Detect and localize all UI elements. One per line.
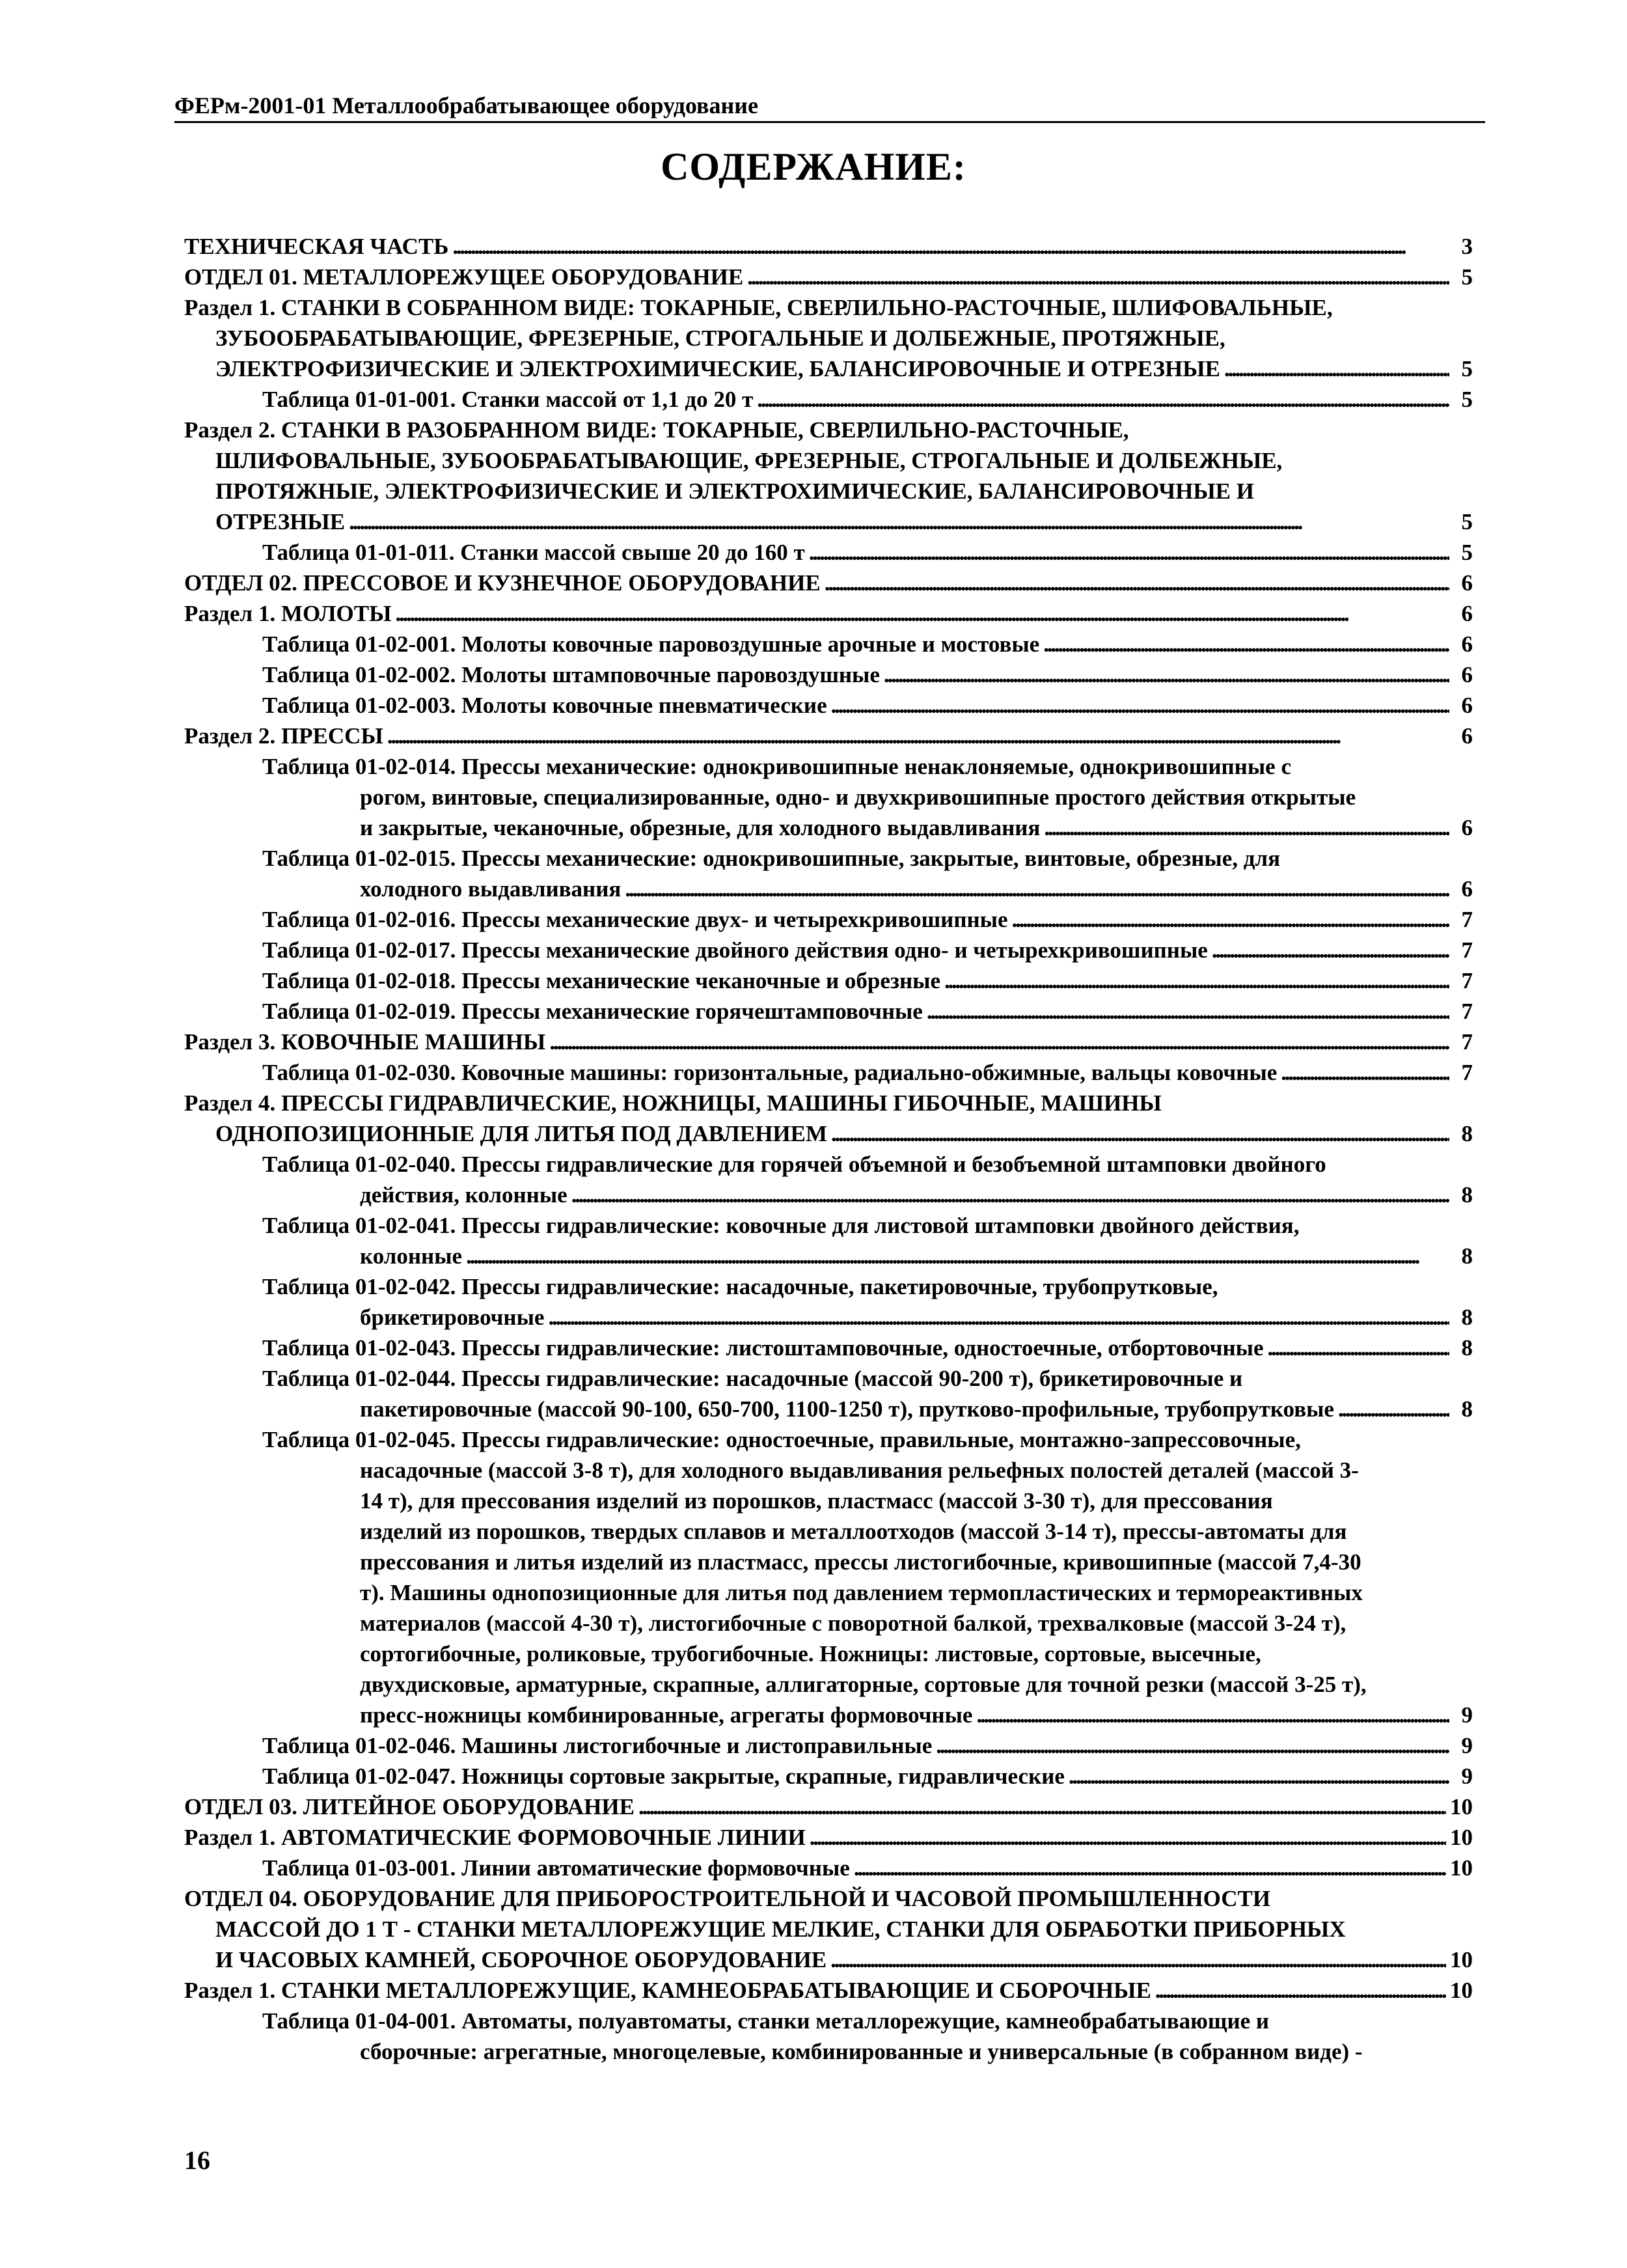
dot-leader <box>571 1180 1449 1210</box>
toc-entry-text: ОТДЕЛ 03. ЛИТЕЙНОЕ ОБОРУДОВАНИЕ <box>184 1794 635 1819</box>
toc-section-entry[interactable] <box>184 598 1473 629</box>
toc-entry-text: брикетировочные <box>360 1305 545 1330</box>
dot-leader <box>1268 1333 1449 1363</box>
toc-page-number: 5 <box>1461 356 1473 381</box>
toc-entry-text: Раздел 1. МОЛОТЫ <box>184 601 392 626</box>
toc-page-number: 7 <box>1461 1029 1473 1055</box>
dot-leader <box>549 1027 1449 1057</box>
dot-leader <box>1224 353 1449 384</box>
toc-table-entry[interactable] <box>184 384 1473 415</box>
toc-entry-text: колонные <box>360 1243 463 1269</box>
toc-page-number: 8 <box>1461 1396 1473 1422</box>
toc-entry-text: холодного выдавливания <box>360 876 622 902</box>
toc-section-entry[interactable] <box>184 231 1473 262</box>
toc-page-number: 7 <box>1461 937 1473 963</box>
toc-page-number: 6 <box>1461 631 1473 657</box>
toc-page-number: 10 <box>1450 1978 1473 2003</box>
dot-leader <box>625 874 1449 904</box>
dot-leader <box>830 1944 1446 1975</box>
toc-entry-text: Раздел 1. СТАНКИ В СОБРАННОМ ВИДЕ: ТОКАРНЫЕ, СВЕРЛИЛЬНО-РАСТОЧНЫЕ, ШЛИФОВАЛЬНЫЕ, <box>184 295 1333 320</box>
toc-page-number: 6 <box>1461 601 1473 626</box>
toc-page-number: 10 <box>1450 1855 1473 1881</box>
toc-entry-text: Таблица 01-02-045. Прессы гидравлические: одностоечные, правильные, монтажно-запрессовочные, <box>262 1427 1301 1452</box>
toc-page-number: 6 <box>1461 815 1473 840</box>
toc-table-entry[interactable] <box>184 629 1473 659</box>
toc-entry-text: и закрытые, чеканочные, обрезные, для холодного выдавливания <box>360 815 1041 840</box>
toc-entry-text: Таблица 01-02-019. Прессы механические горячештамповочные <box>262 999 923 1024</box>
toc-entry-text: Таблица 01-03-001. Линии автоматические формовочные <box>262 1855 850 1881</box>
toc-table-entry[interactable] <box>184 1271 1473 1333</box>
page-number: 16 <box>184 2146 210 2175</box>
toc-table-entry[interactable] <box>184 1424 1473 1730</box>
toc-entry-text: Таблица 01-02-043. Прессы гидравлические: листоштамповочные, одностоечные, отбортовочные <box>262 1335 1264 1361</box>
toc-page-number: 8 <box>1461 1335 1473 1361</box>
toc-entry-text: двухдисковые, арматурные, скрапные, аллигаторные, сортовые для точной резки (массой 3-25 т), <box>360 1672 1367 1697</box>
toc-entry-text: Таблица 01-04-001. Автоматы, полуавтоматы, станки металлорежущие, камнеобрабатывающие и <box>262 2008 1270 2034</box>
dot-leader <box>831 1118 1449 1149</box>
toc-entry-text: Таблица 01-02-046. Машины листогибочные и листоправильные <box>262 1733 933 1758</box>
toc-entry-text: материалов (массой 4-30 т), листогибочные с поворотной балкой, трехвалковые (массой 3-24 т), <box>360 1611 1347 1636</box>
toc-entry-text: ОТДЕЛ 02. ПРЕССОВОЕ И КУЗНЕЧНОЕ ОБОРУДОВАНИЕ <box>184 570 821 596</box>
toc-entry-text: ШЛИФОВАЛЬНЫЕ, ЗУБООБРАБАТЫВАЮЩИЕ, ФРЕЗЕРНЫЕ, СТРОГАЛЬНЫЕ И ДОЛБЕЖНЫЕ, <box>215 448 1283 473</box>
dot-leader <box>1043 629 1449 659</box>
toc-page-number: 7 <box>1461 999 1473 1024</box>
toc-entry-text: Таблица 01-02-047. Ножницы сортовые закрытые, скрапные, гидравлические <box>262 1763 1065 1789</box>
toc-page-number: 5 <box>1461 264 1473 290</box>
toc-entry-text: ОТДЕЛ 04. ОБОРУДОВАНИЕ ДЛЯ ПРИБОРОСТРОИТЕЛЬНОЙ И ЧАСОВОЙ ПРОМЫШЛЕННОСТИ <box>184 1886 1271 1911</box>
toc-table-entry[interactable] <box>184 659 1473 690</box>
dot-leader <box>548 1302 1449 1333</box>
dot-leader <box>1155 1975 1446 2006</box>
dot-leader <box>831 690 1449 721</box>
toc-table-entry[interactable] <box>184 2006 1473 2067</box>
toc-entry-text: Таблица 01-02-017. Прессы механические двойного действия одно- и четырехкривошипные <box>262 937 1208 963</box>
toc-entry-text: пакетировочные (массой 90-100, 650-700, 1100-1250 т), прутково-профильные, трубопрутковые <box>360 1396 1334 1422</box>
toc-entry-text: Раздел 1. СТАНКИ МЕТАЛЛОРЕЖУЩИЕ, КАМНЕОБРАБАТЫВАЮЩИЕ И СБОРОЧНЫЕ <box>184 1978 1151 2003</box>
toc-table-entry[interactable] <box>184 843 1473 904</box>
dot-leader <box>1281 1057 1449 1088</box>
toc-table-entry[interactable] <box>184 1853 1473 1883</box>
dot-leader <box>349 506 1449 537</box>
toc-page-number: 8 <box>1461 1121 1473 1146</box>
toc-page-number: 8 <box>1461 1305 1473 1330</box>
toc-table-entry[interactable] <box>184 690 1473 721</box>
toc-section-entry[interactable] <box>184 415 1473 537</box>
dot-leader <box>1044 812 1449 843</box>
dot-leader <box>976 1700 1449 1730</box>
dot-leader <box>638 1791 1446 1822</box>
dot-leader <box>1012 904 1449 935</box>
toc-page-number: 5 <box>1461 509 1473 534</box>
toc-entry-text: Таблица 01-02-002. Молоты штамповочные паровоздушные <box>262 662 880 687</box>
toc-section-entry[interactable] <box>184 1883 1473 1975</box>
toc-entry-text: Раздел 4. ПРЕССЫ ГИДРАВЛИЧЕСКИЕ, НОЖНИЦЫ, МАШИНЫ ГИБОЧНЫЕ, МАШИНЫ <box>184 1090 1162 1116</box>
toc-page-number: 6 <box>1461 876 1473 902</box>
dot-leader <box>1069 1761 1449 1791</box>
dot-leader <box>387 721 1449 751</box>
toc-entry-text: ОТРЕЗНЫЕ <box>215 509 346 534</box>
toc-entry-text: Таблица 01-02-014. Прессы механические: однокривошипные ненаклоняемые, однокривошипные с <box>262 754 1291 779</box>
toc-section-entry[interactable] <box>184 568 1473 598</box>
toc-table-entry[interactable] <box>184 1730 1473 1761</box>
toc-page-number: 10 <box>1450 1794 1473 1819</box>
toc-entry-text: ЭЛЕКТРОФИЗИЧЕСКИЕ И ЭЛЕКТРОХИМИЧЕСКИЕ, БАЛАНСИРОВОЧНЫЕ И ОТРЕЗНЫЕ <box>215 356 1220 381</box>
toc-page-number: 7 <box>1461 968 1473 993</box>
toc-entry-text: т). Машины однопозиционные для литья под давлением термопластических и термореактивных <box>360 1580 1363 1605</box>
toc-entry-text: сортогибочные, роликовые, трубогибочные. Ножницы: листовые, сортовые, высечные, <box>360 1641 1261 1666</box>
toc-entry-text: рогом, винтовые, специализированные, одно- и двухкривошипные простого действия открытые <box>360 784 1356 810</box>
toc-entry-text: Таблица 01-02-003. Молоты ковочные пневматические <box>262 693 827 718</box>
toc-entry-text: действия, колонные <box>360 1182 567 1208</box>
dot-leader <box>395 598 1449 629</box>
dot-leader <box>927 996 1449 1027</box>
toc-entry-text: Таблица 01-02-041. Прессы гидравлические: ковочные для листовой штамповки двойного действия, <box>262 1213 1300 1238</box>
table-of-contents <box>184 231 1473 2067</box>
toc-page-number: 7 <box>1461 1060 1473 1085</box>
toc-page-number: 5 <box>1461 387 1473 412</box>
toc-entry-text: МАССОЙ ДО 1 Т - СТАНКИ МЕТАЛЛОРЕЖУЩИЕ МЕЛКИЕ, СТАНКИ ДЛЯ ОБРАБОТКИ ПРИБОРНЫХ <box>215 1916 1346 1942</box>
dot-leader <box>757 384 1449 415</box>
toc-table-entry[interactable] <box>184 1761 1473 1791</box>
toc-page-number: 10 <box>1450 1947 1473 1972</box>
dot-leader <box>1338 1394 1449 1424</box>
dot-leader <box>452 231 1449 262</box>
dot-leader <box>854 1853 1446 1883</box>
toc-section-entry[interactable] <box>184 1791 1473 1822</box>
toc-page-number: 10 <box>1450 1825 1473 1850</box>
toc-table-entry[interactable] <box>184 751 1473 843</box>
toc-entry-text: Таблица 01-02-030. Ковочные машины: горизонтальные, радиально-обжимные, вальцы ковочные <box>262 1060 1278 1085</box>
toc-entry-text: Таблица 01-02-015. Прессы механические: однокривошипные, закрытые, винтовые, обрезные, для <box>262 846 1281 871</box>
toc-page-number: 9 <box>1461 1733 1473 1758</box>
toc-table-entry[interactable] <box>184 1333 1473 1363</box>
toc-page-number: 9 <box>1461 1763 1473 1789</box>
dot-leader <box>809 537 1449 568</box>
toc-section-entry[interactable] <box>184 1975 1473 2006</box>
dot-leader <box>747 262 1449 292</box>
dot-leader <box>810 1822 1446 1853</box>
toc-table-entry[interactable] <box>184 904 1473 935</box>
toc-page-number: 9 <box>1461 1702 1473 1728</box>
toc-entry-text: Таблица 01-02-040. Прессы гидравлические для горячей объемной и безобъемной штамповки двойного <box>262 1152 1326 1177</box>
toc-entry-text: И ЧАСОВЫХ КАМНЕЙ, СБОРОЧНОЕ ОБОРУДОВАНИЕ <box>215 1947 827 1972</box>
toc-section-entry[interactable] <box>184 1027 1473 1057</box>
toc-entry-text: прессования и литья изделий из пластмасс, прессы листогибочные, кривошипные (массой 7,4-30 <box>360 1549 1361 1575</box>
dot-leader <box>466 1241 1449 1271</box>
toc-entry-text: Таблица 01-02-016. Прессы механические двух- и четырехкривошипные <box>262 907 1008 932</box>
toc-table-entry[interactable] <box>184 935 1473 965</box>
toc-table-entry[interactable] <box>184 1363 1473 1424</box>
toc-entry-text: насадочные (массой 3-8 т), для холодного выдавливания рельефных полостей деталей (массой 3- <box>360 1458 1359 1483</box>
toc-page-number: 3 <box>1461 234 1473 259</box>
toc-entry-text: Таблица 01-02-018. Прессы механические чеканочные и обрезные <box>262 968 941 993</box>
toc-entry-text: пресс-ножницы комбинированные, агрегаты формовочные <box>360 1702 973 1728</box>
dot-leader <box>936 1730 1449 1761</box>
dot-leader <box>884 659 1449 690</box>
toc-section-entry[interactable] <box>184 1822 1473 1853</box>
toc-entry-text: ОТДЕЛ 01. МЕТАЛЛОРЕЖУЩЕЕ ОБОРУДОВАНИЕ <box>184 264 744 290</box>
toc-entry-text: Таблица 01-02-042. Прессы гидравлические: насадочные, пакетировочные, трубопрутковые, <box>262 1274 1218 1299</box>
toc-page-number: 7 <box>1461 907 1473 932</box>
toc-table-entry[interactable] <box>184 965 1473 996</box>
toc-section-entry[interactable] <box>184 262 1473 292</box>
toc-section-entry[interactable] <box>184 1088 1473 1149</box>
toc-section-entry[interactable] <box>184 721 1473 751</box>
toc-page-number: 6 <box>1461 570 1473 596</box>
toc-page-number: 6 <box>1461 693 1473 718</box>
toc-entry-text: ПРОТЯЖНЫЕ, ЭЛЕКТРОФИЗИЧЕСКИЕ И ЭЛЕКТРОХИМИЧЕСКИЕ, БАЛАНСИРОВОЧНЫЕ И <box>215 478 1255 504</box>
page-title: СОДЕРЖАНИЕ: <box>661 145 966 188</box>
toc-entry-text: Раздел 2. СТАНКИ В РАЗОБРАННОМ ВИДЕ: ТОКАРНЫЕ, СВЕРЛИЛЬНО-РАСТОЧНЫЕ, <box>184 417 1129 443</box>
toc-entry-text: Раздел 1. АВТОМАТИЧЕСКИЕ ФОРМОВОЧНЫЕ ЛИНИИ <box>184 1825 806 1850</box>
toc-table-entry[interactable] <box>184 1210 1473 1271</box>
toc-page-number: 6 <box>1461 662 1473 687</box>
dot-leader <box>825 568 1449 598</box>
toc-page-number: 5 <box>1461 540 1473 565</box>
dot-leader <box>944 965 1449 996</box>
toc-entry-text: ЗУБООБРАБАТЫВАЮЩИЕ, ФРЕЗЕРНЫЕ, СТРОГАЛЬНЫЕ И ДОЛБЕЖНЫЕ, ПРОТЯЖНЫЕ, <box>215 325 1225 351</box>
toc-entry-text: сборочные: агрегатные, многоцелевые, комбинированные и универсальные (в собранном виде) - <box>360 2039 1363 2064</box>
toc-page-number: 6 <box>1461 723 1473 749</box>
toc-entry-text: Раздел 3. КОВОЧНЫЕ МАШИНЫ <box>184 1029 546 1055</box>
toc-entry-text: Таблица 01-02-044. Прессы гидравлические: насадочные (массой 90-200 т), брикетировочные и <box>262 1366 1243 1391</box>
toc-entry-text: Таблица 01-01-011. Станки массой свыше 20 до 160 т <box>262 540 805 565</box>
toc-entry-text: Таблица 01-01-001. Станки массой от 1,1 до 20 т <box>262 387 754 412</box>
running-header: ФЕРм-2001-01 Металлообрабатывающее оборудование <box>174 91 1485 123</box>
toc-table-entry[interactable] <box>184 1057 1473 1088</box>
toc-table-entry[interactable] <box>184 537 1473 568</box>
toc-entry-text: Таблица 01-02-001. Молоты ковочные паровоздушные арочные и мостовые <box>262 631 1040 657</box>
toc-entry-text: 14 т), для прессования изделий из порошков, пластмасс (массой 3-30 т), для прессования <box>360 1488 1273 1514</box>
toc-entry-text: изделий из порошков, твердых сплавов и металлоотходов (массой 3-14 т), прессы-автоматы для <box>360 1519 1347 1544</box>
toc-entry-text: ОДНОПОЗИЦИОННЫЕ ДЛЯ ЛИТЬЯ ПОД ДАВЛЕНИЕМ <box>215 1121 828 1146</box>
dot-leader <box>1212 935 1449 965</box>
toc-page-number: 8 <box>1461 1182 1473 1208</box>
toc-entry-text: Раздел 2. ПРЕССЫ <box>184 723 383 749</box>
toc-page-number: 8 <box>1461 1243 1473 1269</box>
toc-table-entry[interactable] <box>184 1149 1473 1210</box>
toc-section-entry[interactable] <box>184 292 1473 384</box>
toc-entry-text: ТЕХНИЧЕСКАЯ ЧАСТЬ <box>184 234 449 259</box>
toc-table-entry[interactable] <box>184 996 1473 1027</box>
